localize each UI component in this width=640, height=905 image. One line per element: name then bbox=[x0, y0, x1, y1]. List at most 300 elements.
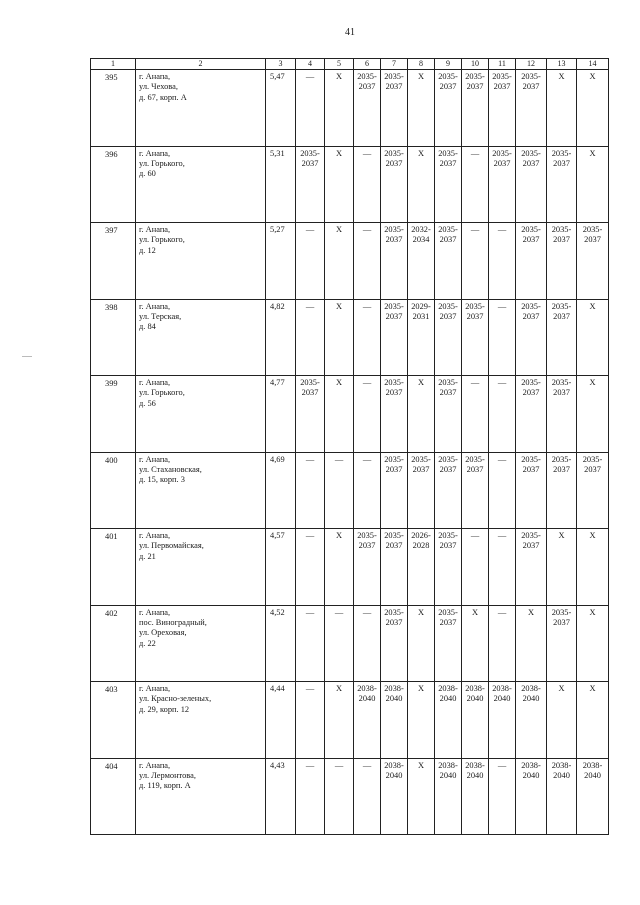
period-value: 2038- 2040 bbox=[357, 684, 377, 704]
area-cell: 5,31 bbox=[266, 146, 296, 223]
period-cell bbox=[577, 529, 609, 606]
period-value: — bbox=[362, 378, 372, 387]
period-cell bbox=[577, 682, 609, 759]
column-header: 6 bbox=[354, 59, 381, 70]
period-value: X bbox=[335, 531, 343, 540]
period-cell bbox=[547, 299, 577, 376]
period-value: X bbox=[335, 148, 343, 158]
period-cell bbox=[296, 605, 325, 682]
period-value: — bbox=[470, 531, 480, 540]
margin-mark bbox=[22, 356, 32, 357]
period-value: — bbox=[362, 760, 372, 770]
period-value: X bbox=[471, 607, 479, 617]
address-cell bbox=[136, 758, 266, 835]
period-value: — bbox=[497, 531, 507, 540]
period-value: X bbox=[558, 531, 565, 540]
period-cell bbox=[325, 529, 354, 606]
period-value: 2035- 2037 bbox=[438, 378, 458, 398]
period-cell bbox=[462, 605, 489, 682]
address-line: ул. Лермонтова, bbox=[139, 770, 196, 780]
period-cell bbox=[435, 529, 462, 606]
table-row bbox=[91, 605, 609, 682]
period-cell bbox=[325, 299, 354, 376]
period-value: 2035- 2037 bbox=[438, 225, 458, 245]
period-value: X bbox=[589, 531, 596, 540]
period-value: X bbox=[589, 607, 596, 617]
address-line: д. 119, корп. А bbox=[139, 781, 191, 791]
address-line: ул. Горького, bbox=[139, 388, 185, 398]
period-value: X bbox=[589, 684, 596, 693]
period-cell bbox=[408, 223, 435, 300]
period-value: 2038- 2040 bbox=[521, 684, 541, 704]
column-header: 4 bbox=[296, 59, 325, 70]
area-cell: 4,77 bbox=[266, 376, 296, 453]
period-value: — bbox=[362, 454, 372, 464]
period-value: 2035- 2037 bbox=[357, 531, 377, 551]
area-cell: 5,27 bbox=[266, 223, 296, 300]
period-cell bbox=[489, 146, 516, 223]
period-cell bbox=[325, 682, 354, 759]
address-cell bbox=[136, 529, 266, 606]
period-cell bbox=[381, 758, 408, 835]
table-row bbox=[91, 376, 609, 453]
header-row bbox=[91, 59, 609, 70]
address-line: г. Анапа, bbox=[139, 225, 171, 234]
period-cell bbox=[435, 376, 462, 453]
address-line: г. Анапа, bbox=[139, 607, 171, 617]
row-number: 404 bbox=[91, 758, 136, 835]
period-value: 2035- 2037 bbox=[465, 72, 485, 92]
period-value: 2038- 2040 bbox=[582, 760, 603, 780]
period-cell bbox=[547, 146, 577, 223]
period-cell bbox=[435, 70, 462, 147]
period-cell bbox=[577, 605, 609, 682]
period-cell bbox=[435, 299, 462, 376]
address-line: ул. Чехова, bbox=[139, 82, 178, 92]
period-value: — bbox=[305, 760, 315, 770]
period-value: — bbox=[305, 454, 315, 464]
column-header: 7 bbox=[381, 59, 408, 70]
row-number: 403 bbox=[91, 682, 136, 759]
period-cell bbox=[462, 452, 489, 529]
period-value: 2035- 2037 bbox=[551, 378, 572, 398]
area-cell: 4,69 bbox=[266, 452, 296, 529]
column-header: 1 bbox=[91, 59, 136, 70]
schedule-table bbox=[90, 58, 609, 835]
period-value: 2038- 2040 bbox=[438, 684, 458, 704]
period-cell bbox=[325, 70, 354, 147]
period-value: — bbox=[305, 607, 315, 617]
period-value: 2035- 2037 bbox=[438, 454, 458, 474]
period-value: X bbox=[335, 378, 343, 387]
period-value: — bbox=[470, 225, 480, 234]
period-cell bbox=[296, 376, 325, 453]
address-line: ул. Стахановская, bbox=[139, 464, 202, 474]
period-cell bbox=[325, 146, 354, 223]
period-value: — bbox=[497, 225, 507, 234]
period-cell bbox=[296, 529, 325, 606]
period-cell bbox=[296, 758, 325, 835]
column-header: 14 bbox=[577, 59, 609, 70]
period-value: 2038- 2040 bbox=[465, 760, 485, 780]
column-header: 5 bbox=[325, 59, 354, 70]
period-cell bbox=[354, 529, 381, 606]
address-cell bbox=[136, 223, 266, 300]
period-cell bbox=[577, 223, 609, 300]
period-cell bbox=[547, 529, 577, 606]
area-cell: 4,57 bbox=[266, 529, 296, 606]
period-cell bbox=[547, 452, 577, 529]
row-number: 400 bbox=[91, 452, 136, 529]
address-cell bbox=[136, 376, 266, 453]
area-cell: 4,82 bbox=[266, 299, 296, 376]
period-value: X bbox=[335, 684, 343, 693]
period-value: — bbox=[305, 301, 315, 311]
period-cell bbox=[547, 70, 577, 147]
period-cell bbox=[354, 605, 381, 682]
period-cell bbox=[381, 682, 408, 759]
address-line: ул. Первомайская, bbox=[139, 541, 204, 551]
period-value: 2035- 2037 bbox=[551, 454, 572, 474]
period-cell bbox=[325, 758, 354, 835]
period-value: 2035- 2037 bbox=[384, 72, 404, 92]
table-row bbox=[91, 529, 609, 606]
period-cell bbox=[435, 682, 462, 759]
period-value: — bbox=[362, 607, 372, 617]
row-number: 397 bbox=[91, 223, 136, 300]
period-value: 2035- 2037 bbox=[521, 148, 541, 168]
period-value: 2035- 2037 bbox=[582, 454, 603, 474]
period-value: 2035- 2037 bbox=[438, 301, 458, 321]
period-value: 2035- 2037 bbox=[384, 378, 404, 398]
period-value: 2038- 2040 bbox=[384, 684, 404, 704]
period-cell bbox=[547, 758, 577, 835]
period-value: 2035- 2037 bbox=[465, 301, 485, 321]
period-value: 2035- 2037 bbox=[438, 72, 458, 92]
period-value: 2035- 2037 bbox=[357, 72, 377, 92]
row-number: 399 bbox=[91, 376, 136, 453]
period-value: 2035- 2037 bbox=[384, 607, 404, 627]
period-cell bbox=[354, 758, 381, 835]
period-cell bbox=[547, 223, 577, 300]
period-value: X bbox=[335, 301, 343, 311]
period-cell bbox=[296, 452, 325, 529]
column-header: 2 bbox=[136, 59, 266, 70]
period-cell bbox=[489, 299, 516, 376]
period-value: 2035- 2037 bbox=[384, 454, 404, 474]
period-cell bbox=[462, 70, 489, 147]
period-cell bbox=[547, 376, 577, 453]
address-line: д. 15, корп. 3 bbox=[139, 475, 185, 485]
table-row bbox=[91, 452, 609, 529]
period-cell bbox=[381, 529, 408, 606]
period-value: — bbox=[334, 760, 344, 770]
period-cell bbox=[296, 146, 325, 223]
address-line: г. Анапа, bbox=[139, 301, 171, 311]
period-value: X bbox=[589, 72, 596, 81]
address-line: ул. Терская, bbox=[139, 311, 182, 321]
period-cell bbox=[577, 299, 609, 376]
address-line: д. 21 bbox=[139, 551, 156, 561]
period-value: — bbox=[334, 607, 344, 617]
period-cell bbox=[408, 452, 435, 529]
period-cell bbox=[325, 452, 354, 529]
period-cell bbox=[296, 70, 325, 147]
address-line: г. Анапа, bbox=[139, 760, 171, 770]
period-cell bbox=[381, 452, 408, 529]
period-cell bbox=[408, 758, 435, 835]
period-value: 2035- 2037 bbox=[411, 454, 431, 474]
period-value: X bbox=[417, 148, 425, 158]
address-line: д. 22 bbox=[139, 638, 156, 648]
period-cell bbox=[547, 682, 577, 759]
address-line: д. 84 bbox=[139, 322, 156, 332]
page-number: 41 bbox=[345, 27, 355, 38]
period-value: 2035- 2037 bbox=[582, 225, 603, 245]
period-value: 2038- 2040 bbox=[551, 760, 572, 780]
period-cell bbox=[408, 70, 435, 147]
period-value: 2035- 2037 bbox=[492, 148, 512, 168]
period-cell bbox=[381, 70, 408, 147]
address-line: пос. Виноградный, bbox=[139, 617, 207, 627]
period-value: X bbox=[417, 684, 425, 693]
period-value: X bbox=[558, 684, 565, 693]
period-value: — bbox=[497, 760, 507, 770]
address-cell bbox=[136, 605, 266, 682]
period-value: X bbox=[527, 607, 535, 617]
period-value: 2035- 2037 bbox=[521, 454, 541, 474]
address-line: г. Анапа, bbox=[139, 684, 171, 693]
period-value: 2035- 2037 bbox=[384, 225, 404, 245]
period-cell bbox=[296, 682, 325, 759]
period-cell bbox=[408, 682, 435, 759]
period-value: 2032- 2034 bbox=[411, 225, 431, 245]
period-value: — bbox=[497, 454, 507, 464]
address-line: ул. Горького, bbox=[139, 235, 185, 245]
address-cell bbox=[136, 452, 266, 529]
period-value: 2035- 2037 bbox=[384, 148, 404, 168]
address-line: д. 67, корп. А bbox=[139, 92, 187, 102]
period-value: 2035- 2037 bbox=[300, 148, 320, 168]
period-value: — bbox=[334, 454, 344, 464]
period-cell bbox=[516, 605, 547, 682]
period-cell bbox=[462, 529, 489, 606]
period-cell bbox=[516, 223, 547, 300]
period-value: 2035- 2037 bbox=[521, 225, 541, 245]
period-cell bbox=[381, 376, 408, 453]
period-value: — bbox=[305, 531, 315, 540]
period-value: 2035- 2037 bbox=[492, 72, 512, 92]
row-number: 396 bbox=[91, 146, 136, 223]
address-line: ул. Ореховая, bbox=[139, 628, 187, 638]
period-cell bbox=[354, 452, 381, 529]
period-value: — bbox=[497, 607, 507, 617]
column-header: 10 bbox=[462, 59, 489, 70]
period-value: — bbox=[470, 378, 480, 387]
address-cell bbox=[136, 70, 266, 147]
period-value: 2035- 2037 bbox=[384, 301, 404, 321]
row-number: 401 bbox=[91, 529, 136, 606]
period-cell bbox=[577, 758, 609, 835]
period-value: — bbox=[362, 225, 372, 234]
period-cell bbox=[381, 146, 408, 223]
period-value: 2038- 2040 bbox=[438, 760, 458, 780]
address-line: ул. Горького, bbox=[139, 158, 185, 168]
period-cell bbox=[489, 452, 516, 529]
period-value: X bbox=[417, 607, 425, 617]
period-cell bbox=[354, 70, 381, 147]
table-row bbox=[91, 299, 609, 376]
period-cell bbox=[435, 452, 462, 529]
table-row bbox=[91, 223, 609, 300]
period-value: 2035- 2037 bbox=[300, 378, 320, 398]
table-row bbox=[91, 758, 609, 835]
period-value: 2035- 2037 bbox=[521, 378, 541, 398]
address-line: г. Анапа, bbox=[139, 531, 171, 540]
period-cell bbox=[381, 605, 408, 682]
period-value: 2038- 2040 bbox=[492, 684, 512, 704]
address-line: д. 12 bbox=[139, 245, 156, 255]
table-row bbox=[91, 70, 609, 147]
period-cell bbox=[462, 682, 489, 759]
row-number: 395 bbox=[91, 70, 136, 147]
area-cell: 4,44 bbox=[266, 682, 296, 759]
period-value: X bbox=[417, 760, 425, 770]
period-cell bbox=[325, 376, 354, 453]
period-value: 2035- 2037 bbox=[551, 607, 572, 627]
period-value: 2035- 2037 bbox=[551, 301, 572, 321]
period-cell bbox=[354, 223, 381, 300]
period-value: — bbox=[362, 301, 372, 311]
period-cell bbox=[408, 605, 435, 682]
period-cell bbox=[354, 299, 381, 376]
period-cell bbox=[577, 70, 609, 147]
period-cell bbox=[354, 146, 381, 223]
period-cell bbox=[489, 70, 516, 147]
period-cell bbox=[516, 146, 547, 223]
period-cell bbox=[435, 758, 462, 835]
period-value: 2029- 2031 bbox=[411, 301, 431, 321]
period-value: X bbox=[558, 72, 565, 81]
period-value: — bbox=[362, 148, 372, 158]
period-cell bbox=[462, 376, 489, 453]
period-value: 2038- 2040 bbox=[384, 760, 404, 780]
period-cell bbox=[296, 223, 325, 300]
period-cell bbox=[435, 605, 462, 682]
period-value: — bbox=[497, 301, 507, 311]
period-cell bbox=[408, 299, 435, 376]
column-header: 12 bbox=[516, 59, 547, 70]
period-cell bbox=[489, 605, 516, 682]
period-cell bbox=[516, 758, 547, 835]
period-cell bbox=[462, 223, 489, 300]
period-cell bbox=[381, 223, 408, 300]
period-cell bbox=[325, 605, 354, 682]
period-cell bbox=[516, 376, 547, 453]
period-cell bbox=[547, 605, 577, 682]
period-cell bbox=[516, 452, 547, 529]
period-cell bbox=[577, 146, 609, 223]
period-cell bbox=[577, 376, 609, 453]
address-line: г. Анапа, bbox=[139, 454, 171, 464]
period-value: 2026- 2028 bbox=[411, 531, 431, 551]
period-value: — bbox=[497, 378, 507, 387]
period-cell bbox=[462, 146, 489, 223]
period-cell bbox=[354, 376, 381, 453]
address-line: г. Анапа, bbox=[139, 148, 171, 158]
address-cell bbox=[136, 146, 266, 223]
period-value: 2035- 2037 bbox=[438, 148, 458, 168]
period-value: X bbox=[417, 72, 425, 81]
period-value: 2035- 2037 bbox=[438, 531, 458, 551]
column-header: 13 bbox=[547, 59, 577, 70]
area-cell: 5,47 bbox=[266, 70, 296, 147]
table-row bbox=[91, 682, 609, 759]
period-cell bbox=[516, 299, 547, 376]
period-cell bbox=[516, 70, 547, 147]
period-cell bbox=[489, 529, 516, 606]
period-cell bbox=[516, 682, 547, 759]
address-line: ул. Красно-зеленых, bbox=[139, 694, 212, 704]
period-cell bbox=[577, 452, 609, 529]
period-value: 2038- 2040 bbox=[521, 760, 541, 780]
address-line: г. Анапа, bbox=[139, 378, 171, 387]
address-line: д. 56 bbox=[139, 398, 156, 408]
period-cell bbox=[296, 299, 325, 376]
row-number: 402 bbox=[91, 605, 136, 682]
area-cell: 4,52 bbox=[266, 605, 296, 682]
period-cell bbox=[435, 223, 462, 300]
period-cell bbox=[489, 682, 516, 759]
address-line: г. Анапа, bbox=[139, 72, 171, 81]
period-value: X bbox=[335, 72, 343, 81]
table-row bbox=[91, 146, 609, 223]
period-cell bbox=[354, 682, 381, 759]
period-value: X bbox=[589, 378, 596, 387]
period-cell bbox=[489, 376, 516, 453]
area-cell: 4,43 bbox=[266, 758, 296, 835]
period-value: X bbox=[589, 301, 596, 311]
address-cell bbox=[136, 299, 266, 376]
period-value: 2035- 2037 bbox=[521, 72, 541, 92]
address-cell bbox=[136, 682, 266, 759]
period-cell bbox=[381, 299, 408, 376]
period-cell bbox=[408, 529, 435, 606]
period-cell bbox=[408, 146, 435, 223]
column-header: 11 bbox=[489, 59, 516, 70]
period-value: 2035- 2037 bbox=[521, 301, 541, 321]
period-value: — bbox=[470, 148, 480, 158]
column-header: 8 bbox=[408, 59, 435, 70]
period-value: 2035- 2037 bbox=[551, 225, 572, 245]
period-cell bbox=[462, 758, 489, 835]
period-cell bbox=[325, 223, 354, 300]
period-cell bbox=[435, 146, 462, 223]
period-value: 2038- 2040 bbox=[465, 684, 485, 704]
period-value: — bbox=[305, 684, 315, 693]
period-value: X bbox=[335, 225, 343, 234]
period-cell bbox=[408, 376, 435, 453]
period-value: — bbox=[305, 225, 315, 234]
period-cell bbox=[489, 223, 516, 300]
period-value: 2035- 2037 bbox=[521, 531, 541, 551]
address-line: д. 29, корп. 12 bbox=[139, 704, 190, 714]
period-value: 2035- 2037 bbox=[384, 531, 404, 551]
period-cell bbox=[516, 529, 547, 606]
column-header: 9 bbox=[435, 59, 462, 70]
column-header: 3 bbox=[266, 59, 296, 70]
period-value: X bbox=[589, 148, 596, 158]
